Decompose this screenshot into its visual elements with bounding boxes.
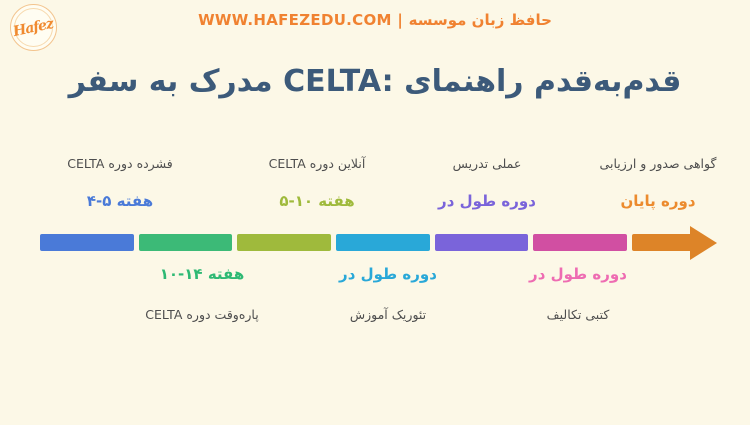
timeline-segment xyxy=(139,234,233,251)
text-token: عملی xyxy=(492,156,522,171)
timeline-step-label xyxy=(529,265,627,322)
timeline-bar xyxy=(40,234,690,251)
text-token: قدم‌به‌قدم xyxy=(534,64,682,99)
text-token: موسسه xyxy=(408,11,467,29)
timeline-segment xyxy=(435,234,529,251)
text-token: دوره xyxy=(501,192,536,210)
step-timing-value xyxy=(600,192,717,210)
text-token: هفته xyxy=(207,265,245,283)
text-token: WWW.HAFEZEDU.COM xyxy=(198,11,392,29)
text-token: دوره xyxy=(108,156,133,171)
step-description xyxy=(529,307,627,322)
text-token: کتبی xyxy=(585,307,610,322)
text-token: پایان xyxy=(620,192,656,210)
step-description xyxy=(600,156,717,171)
text-token: در xyxy=(339,265,356,283)
text-token: CELTA xyxy=(145,307,183,322)
text-token: آنلاین xyxy=(337,156,366,171)
timeline-step-label xyxy=(145,265,258,322)
step-timing-value xyxy=(67,192,172,210)
timeline-step-label xyxy=(67,156,172,210)
text-token: دوره xyxy=(592,265,627,283)
timeline-step-label xyxy=(339,265,437,322)
text-token: | xyxy=(397,11,404,29)
page-title xyxy=(0,64,750,99)
step-timing-value xyxy=(438,192,536,210)
text-token: دوره xyxy=(661,192,696,210)
text-token: به xyxy=(148,64,179,99)
text-token: CELTA xyxy=(268,156,306,171)
text-token: تکالیف xyxy=(546,307,582,322)
text-token: طول xyxy=(550,265,588,283)
text-token: طول xyxy=(459,192,497,210)
text-token: ۴-۵ xyxy=(86,192,112,210)
text-token: در xyxy=(438,192,455,210)
text-token: دوره xyxy=(186,307,211,322)
text-token: در xyxy=(529,265,546,283)
step-timing-value xyxy=(529,265,627,283)
timeline-segment xyxy=(237,234,331,251)
text-token: CELTA xyxy=(67,156,105,171)
text-token: سفر xyxy=(68,64,139,99)
timeline-step-label xyxy=(438,156,536,210)
text-token: حافظ xyxy=(509,11,552,29)
step-description xyxy=(339,307,437,322)
text-token: مدرک xyxy=(188,64,273,99)
text-token: گواهی xyxy=(683,156,717,171)
text-token: آموزش xyxy=(349,307,388,322)
text-token: ارزیابی xyxy=(599,156,637,171)
timeline-arrow-segment xyxy=(632,234,690,251)
text-token: هفته xyxy=(318,192,355,210)
timeline-step-label xyxy=(600,156,717,210)
step-description xyxy=(269,156,366,171)
step-description xyxy=(67,156,172,171)
text-token: فشرده xyxy=(136,156,173,171)
text-token: ۱۰-۱۴ xyxy=(159,265,203,283)
timeline-step-label xyxy=(269,156,366,210)
step-timing-value xyxy=(269,192,366,210)
text-token: ۵-۱۰ xyxy=(279,192,314,210)
text-token: دوره xyxy=(402,265,437,283)
step-timing-value xyxy=(339,265,437,283)
text-token: طول xyxy=(360,265,398,283)
site-header-line xyxy=(0,11,750,29)
text-token: دوره xyxy=(309,156,334,171)
text-token: تئوریک xyxy=(391,307,427,322)
step-timing-value xyxy=(145,265,258,283)
text-token: پاره‌وقت xyxy=(214,307,259,322)
hafez-logo-text: Hafez xyxy=(12,15,55,40)
step-description xyxy=(145,307,258,322)
text-token: زبان xyxy=(471,11,505,29)
text-token: و xyxy=(640,156,647,171)
timeline-segment xyxy=(533,234,627,251)
step-description xyxy=(438,156,536,171)
text-token: راهنمای xyxy=(404,64,524,99)
timeline-segment xyxy=(40,234,134,251)
text-token: هفته xyxy=(116,192,154,210)
text-token: تدریس xyxy=(452,156,489,171)
text-token: CELTA: xyxy=(283,64,394,99)
timeline-segment xyxy=(336,234,430,251)
text-token: صدور xyxy=(650,156,680,171)
